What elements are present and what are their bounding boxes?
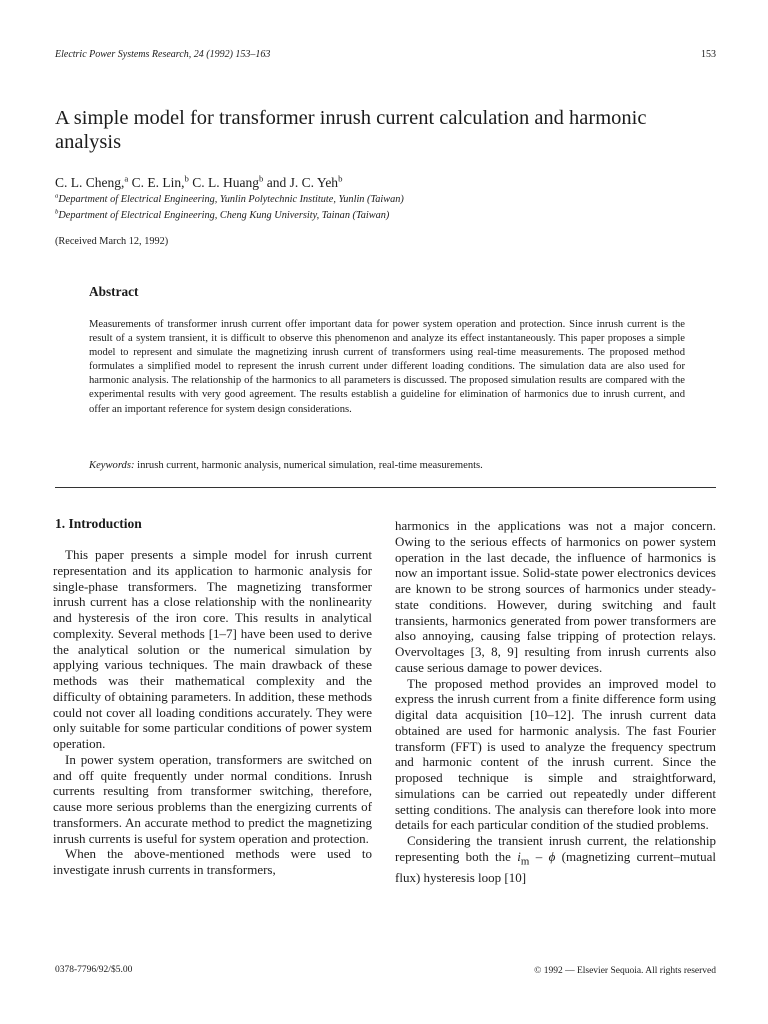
section-divider (55, 487, 716, 488)
paragraph-text: – (529, 848, 549, 864)
author-name: C. L. Cheng, (55, 175, 125, 190)
affiliation-marker: b (338, 173, 343, 184)
affiliation-marker: b (259, 173, 264, 184)
author-name: C. L. Huang (188, 175, 260, 190)
paragraph: The proposed method provides an improved model to express the inrush current from a finite difference form using digital data acquisition [10–12]. The inrush current data obtained are used for harmonic analysis. The fast Fourier transform (FFT) is used to analyze the frequency spectrum and harmonic content of the inrush current. Since the proposed technique is simple and straightforward, simulations can be carried out repeatedly under different setting conditions. The analysis can therefore look into more details for each particular condition of the studied problems. (395, 675, 716, 833)
page-number: 153 (701, 49, 716, 60)
affiliation-text: Department of Electrical Engineering, Yunlin Polytechnic Institute, Yunlin (Taiwan) (58, 194, 404, 205)
keywords-label: Keywords: (89, 460, 135, 471)
keywords (89, 460, 483, 471)
math-symbol: i (517, 848, 521, 864)
paragraph: When the above-mentioned methods were used to investigate inrush currents in transformers, (53, 846, 372, 877)
affiliation-marker: b (55, 208, 59, 216)
affiliation-a (55, 194, 404, 205)
math-symbol: ϕ (548, 848, 556, 864)
paragraph-text: Considering the transient inrush current, the relationship representing both the (395, 833, 716, 864)
author-name: C. E. Lin, (128, 175, 185, 190)
author-list (55, 175, 342, 191)
paragraph: In power system operation, transformers are switched on and off quite frequently under normal conditions. Inrush currents resulting from transformer switching, therefore, cause more serious problems than the energizing currents of transformers. An accurate method to predict the magnetizing inrush currents is useful for system operation and protection. (53, 751, 372, 846)
paragraph: harmonics in the applications was not a major concern. Owing to the serious effects of harmonics on power system operation in the last decade, the influence of harmonics is now an important issue. Solid-state power electronics devices are known to be strong sources of harmonics under steady-state conditions. However, during switching and fault transients, harmonics generated from power transformers are also annoying, causing false tripping of protection relays. Overvoltages [3, 8, 9] resulting from inrush currents also cause serious damage to power devices. (395, 518, 716, 675)
paper-title: A simple model for transformer inrush current calculation and harmonic analysis (55, 107, 647, 153)
affiliation-text: Department of Electrical Engineering, Cheng Kung University, Tainan (Taiwan) (58, 210, 390, 221)
math-subscript: m (520, 855, 530, 868)
affiliation-marker: b (184, 173, 189, 184)
article-code: 0378-7796/92/$5.00 (55, 965, 133, 975)
affiliation-marker: a (124, 173, 129, 184)
affiliation-marker: a (55, 192, 59, 200)
journal-citation: Electric Power Systems Research, 24 (1992) 153–163 (55, 49, 271, 60)
author-name: and J. C. Yeh (263, 175, 339, 190)
keywords-list: inrush current, harmonic analysis, numerical simulation, real-time measurements. (134, 460, 483, 471)
abstract-text: Measurements of transformer inrush current offer important data for power system operation and protection. Since inrush current is the result of a system transient, it is difficult to observe this phenomenon and analyze its effect instantaneously. This paper proposes a simple model to represent and simulate the magnetizing inrush current of transformers using real-time measurements. The proposed method formulates a simplified model to represent the inrush current under different loading conditions. The simulation data are also used for harmonic analysis. The relationship of the harmonics to all parameters is discussed. The proposed simulation results are compared with the experimental results with very good agreement. The results establish a guideline for elimination of harmonics due to inrush current, and offer an important reference for system design considerations. (89, 319, 685, 415)
paragraph-text: (magnetizing current–mutual flux) hysteresis loop [10] (395, 848, 716, 886)
paragraph (395, 833, 716, 886)
right-column (395, 518, 716, 886)
left-column (53, 547, 372, 878)
abstract-heading: Abstract (89, 284, 139, 299)
copyright-notice: © 1992 — Elsevier Sequoia. All rights reserved (534, 966, 716, 976)
affiliation-b (55, 210, 389, 221)
received-date: (Received March 12, 1992) (55, 236, 169, 247)
paragraph: This paper presents a simple model for inrush current representation and its application to harmonic analysis for single-phase transformers. The magnetizing transformer inrush current has a close relationship with the nonlinearity and hysteresis of the iron core. This results in analytical complexity. Several methods [1–7] have been used to derive the analytical solution or the numerical simulation by applying various techniques. The main drawback of these methods was their mathematical complexity and the difficulty of obtaining parameters. In addition, these methods could not cover all loading conditions accurately. They were only suitable for some particular conditions of power system operation. (53, 547, 372, 751)
section-heading: 1. Introduction (55, 516, 142, 531)
